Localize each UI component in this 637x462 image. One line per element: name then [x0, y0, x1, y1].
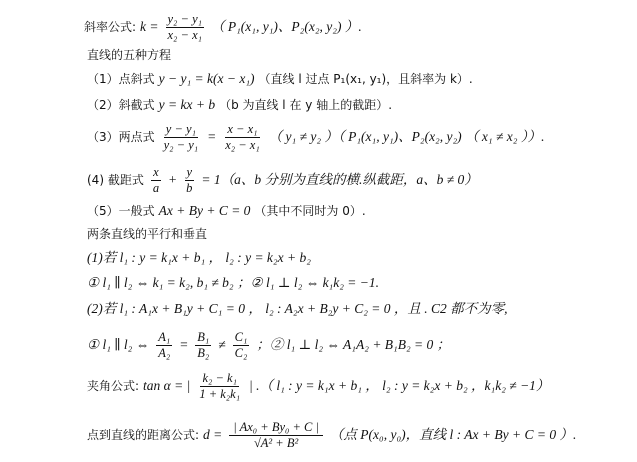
- slope-formula-line: [84, 12, 362, 43]
- case2-fraction-a: [156, 330, 172, 361]
- intercept-form-line: [87, 165, 478, 196]
- general-form-label: （5）一般式: [87, 204, 155, 218]
- general-form-note: （其中不同时为 0）.: [254, 204, 366, 218]
- two-point-condition: （ y₁ ≠ y₂ ）（ P₁(x₁, y₁)、P₂(x₂, y₂) （ x₁ ≠ x₂ ））.: [268, 129, 545, 144]
- distance-formula-line: [87, 420, 576, 451]
- general-form-line: [87, 203, 366, 219]
- case2-result: [87, 330, 450, 361]
- distance-numerator: | Ax₀ + By₀ + C |: [229, 420, 323, 436]
- case2-not-equal: ≠: [218, 337, 226, 352]
- point-slope-line: [87, 71, 473, 87]
- case2-denominator-b: B₂: [197, 346, 210, 360]
- case2-fraction-b: [195, 330, 211, 361]
- case1-given: (1)若 l₁ : y = k₁x + b₁ ， l₂ : y = k₂x + b₂: [87, 250, 311, 265]
- slope-intercept-note: （b 为直线 l 在 y 轴上的截距）.: [219, 98, 393, 112]
- slope-intercept-formula: y = kx + b: [158, 97, 216, 112]
- slope-intercept-line: [87, 97, 392, 113]
- two-point-fraction-y: [162, 122, 200, 153]
- case2-numerator-b: B₁: [197, 330, 210, 344]
- slope-formula-condition: （ P₁(x₁, y₁)、P₂(x₂, y₂) ）.: [210, 19, 362, 34]
- slope-formula-label: 斜率公式:: [84, 20, 137, 34]
- distance-fraction: [229, 420, 323, 451]
- case2-fraction-c: [233, 330, 250, 361]
- slope-formula-lhs: k =: [140, 19, 159, 34]
- case2-result-prefix: ① l₁ ∥ l₂ ⇔: [87, 337, 150, 352]
- intercept-denominator-b: b: [186, 181, 193, 195]
- angle-formula-label: 夹角公式:: [87, 379, 140, 393]
- intercept-fraction-y: [184, 165, 194, 196]
- intercept-rest: = 1（a、b 分别为直线的横.纵截距，a、b ≠ 0）: [201, 172, 478, 187]
- case2-result-suffix: ；② l₁ ⊥ l₂ ⇔ A₁A₂ + B₁B₂ = 0 ；: [256, 337, 451, 352]
- two-point-fraction-x: [223, 122, 261, 153]
- point-slope-formula: y − y₁ = k(x − x₁): [158, 71, 255, 86]
- slope-intercept-label: （2）斜截式: [87, 98, 155, 112]
- case2-denominator-c: C₂: [234, 346, 248, 360]
- intercept-fraction-x: [151, 165, 161, 196]
- two-point-numerator-y: y − y₁: [165, 122, 196, 136]
- two-point-label: （3）两点式: [87, 130, 155, 144]
- intercept-denominator-a: a: [152, 181, 160, 195]
- distance-formula-label: 点到直线的距离公式:: [87, 428, 200, 442]
- distance-formula-lhs: d =: [203, 427, 223, 442]
- intercept-numerator-y: y: [186, 165, 193, 179]
- case1-result: ① l₁ ∥ l₂ ⇔ k₁ = k₂, b₁ ≠ b₂ ；② l₁ ⊥ l₂ ⇔ k₁k₂ = −1.: [87, 275, 380, 290]
- angle-formula-line: [87, 371, 549, 402]
- case2-denominator-a: A₂: [158, 346, 171, 360]
- two-point-denominator-y: y₂ − y₁: [163, 138, 199, 152]
- intercept-form-label: (4) 截距式: [87, 173, 144, 187]
- intercept-numerator-x: x: [153, 165, 159, 179]
- slope-numerator: y₂ − y₁: [167, 12, 202, 26]
- case2-given: (2)若 l₁ : A₁x + B₁y + C₁ = 0 ， l₂ : A₂x + B₂y + C₂ = 0 ，且 . C2 都不为零,: [87, 301, 508, 316]
- angle-formula-rest: | .（ l₁ : y = k₁x + b₁ ， l₂ : y = k₂x + b₂ ，k₁k₂ ≠ −1）: [249, 378, 550, 393]
- point-slope-note: （直线 l 过点 P₁(x₁, y₁)，且斜率为 k）.: [258, 72, 473, 86]
- case2-numerator-a: A₁: [158, 330, 171, 344]
- two-point-denominator-x: x₂ − x₁: [225, 138, 260, 152]
- slope-denominator: x₂ − x₁: [167, 28, 202, 42]
- general-form-formula: Ax + By + C = 0: [158, 203, 251, 218]
- distance-formula-rest: （点 P(x₀, y₀)，直线 l : Ax + By + C = 0 ）.: [329, 427, 577, 442]
- two-point-numerator-x: x − x₁: [227, 122, 258, 136]
- angle-numerator: k₂ − k₁: [202, 371, 237, 385]
- two-point-line: [87, 122, 544, 153]
- point-slope-label: （1）点斜式: [87, 72, 155, 86]
- angle-denominator: 1 + k₂k₁: [199, 387, 241, 401]
- five-forms-heading: 直线的五种方程: [87, 48, 172, 62]
- distance-denominator: √A² + B²: [253, 436, 299, 450]
- parallel-perpendicular-heading: 两条直线的平行和垂直: [87, 227, 208, 241]
- angle-fraction: [197, 371, 242, 402]
- two-point-equals: =: [207, 129, 217, 144]
- case2-numerator-c: C₁: [234, 330, 248, 344]
- case2-equals: =: [179, 337, 189, 352]
- intercept-plus: +: [168, 172, 178, 187]
- angle-formula-lhs: tan α = |: [143, 378, 191, 393]
- slope-fraction: [166, 12, 204, 43]
